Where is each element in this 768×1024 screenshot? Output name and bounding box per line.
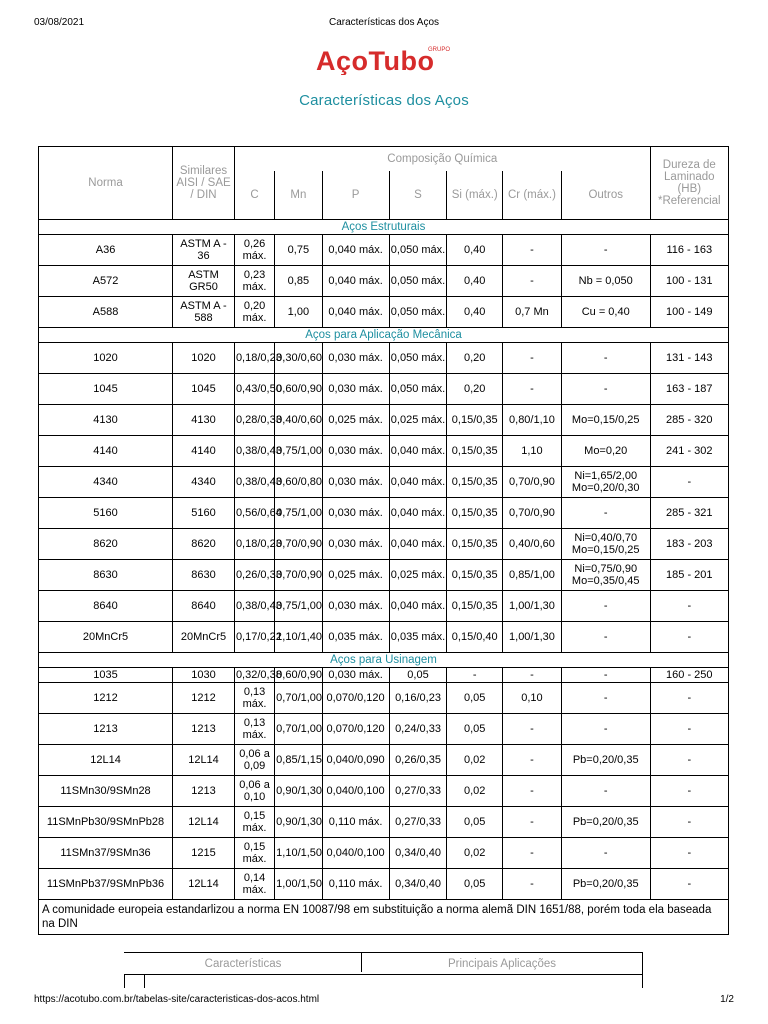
table-cell: 131 - 143 bbox=[650, 343, 728, 374]
table-cell: 1020 bbox=[39, 343, 173, 374]
table-cell: Ni=1,65/2,00 Mo=0,20/0,30 bbox=[561, 467, 650, 498]
table-row bbox=[39, 235, 729, 266]
section-header bbox=[39, 328, 729, 343]
table-cell: Pb=0,20/0,35 bbox=[561, 745, 650, 776]
table-cell: - bbox=[503, 374, 562, 405]
table-cell: 0,030 máx. bbox=[322, 591, 389, 622]
print-date: 03/08/2021 bbox=[34, 17, 85, 28]
table-cell: 0,40/0,60 bbox=[275, 405, 322, 436]
table-cell: 0,70/0,90 bbox=[275, 529, 322, 560]
table-cell: 116 - 163 bbox=[650, 235, 728, 266]
table-cell: 0,040 máx. bbox=[389, 591, 447, 622]
table-cell: 0,23 máx. bbox=[234, 266, 274, 297]
table-cell: 0,70/0,90 bbox=[503, 467, 562, 498]
table-cell: 0,110 máx. bbox=[322, 869, 389, 900]
table-cell: 0,38/0,43 bbox=[234, 591, 274, 622]
header-mn: Mn bbox=[275, 171, 322, 220]
table-cell: 0,110 máx. bbox=[322, 807, 389, 838]
table-cell: 0,70/1,00 bbox=[275, 714, 322, 745]
table-cell: - bbox=[650, 591, 728, 622]
table-cell: 0,38/0,43 bbox=[234, 436, 274, 467]
table-cell: 1020 bbox=[173, 343, 235, 374]
table-cell: 0,15/0,40 bbox=[447, 622, 503, 653]
table-cell: 0,040/0,090 bbox=[322, 745, 389, 776]
table-cell: 1045 bbox=[39, 374, 173, 405]
table-row bbox=[39, 405, 729, 436]
table-cell: 0,27/0,33 bbox=[389, 776, 447, 807]
table-cell: 0,20 bbox=[447, 374, 503, 405]
table-cell: 1,00 bbox=[275, 297, 322, 328]
table-cell: 0,27/0,33 bbox=[389, 807, 447, 838]
table-cell: 0,90/1,30 bbox=[275, 807, 322, 838]
table-row bbox=[39, 622, 729, 653]
table-cell: Pb=0,20/0,35 bbox=[561, 807, 650, 838]
table-cell: - bbox=[447, 668, 503, 683]
table-cell: 0,15/0,35 bbox=[447, 591, 503, 622]
table-cell: Pb=0,20/0,35 bbox=[561, 869, 650, 900]
table-cell: 1,00/1,30 bbox=[503, 622, 562, 653]
table-cell: 0,15 máx. bbox=[234, 807, 274, 838]
svg-text:AçoTubo: AçoTubo bbox=[316, 46, 435, 75]
table-cell: 4340 bbox=[39, 467, 173, 498]
table-cell: 12L14 bbox=[39, 745, 173, 776]
table-cell: 1212 bbox=[39, 683, 173, 714]
table-cell: Ni=0,75/0,90 Mo=0,35/0,45 bbox=[561, 560, 650, 591]
table-cell: ASTM A - 36 bbox=[173, 235, 235, 266]
table-cell: - bbox=[650, 776, 728, 807]
print-footer-url: https://acotubo.com.br/tabelas-site/caracteristicas-dos-acos.html bbox=[34, 994, 320, 1005]
table-cell: 1035 bbox=[39, 668, 173, 683]
table-cell: 12L14 bbox=[173, 869, 235, 900]
table-cell: 0,60/0,90 bbox=[275, 374, 322, 405]
table-cell: 0,040 máx. bbox=[322, 297, 389, 328]
table-cell: 0,030 máx. bbox=[322, 529, 389, 560]
applications-table bbox=[124, 952, 642, 988]
table-cell: 0,32/0,38 bbox=[235, 669, 282, 681]
table-cell: 0,06 a 0,09 bbox=[234, 745, 274, 776]
table-cell: - bbox=[561, 838, 650, 869]
table-cell: 0,26/0,35 bbox=[389, 745, 447, 776]
table-cell: 0,56/0,64 bbox=[234, 498, 274, 529]
table-cell: 0,05 bbox=[447, 714, 503, 745]
steel-table bbox=[38, 146, 729, 935]
table-cell: - bbox=[503, 714, 562, 745]
table-cell: 0,15/0,35 bbox=[447, 467, 503, 498]
table-cell: 0,43/0,50 bbox=[234, 374, 274, 405]
table-cell: 0,040 máx. bbox=[322, 266, 389, 297]
table-cell: 8620 bbox=[39, 529, 173, 560]
table-cell: 0,18/0,23 bbox=[234, 343, 274, 374]
table-cell: 4130 bbox=[39, 405, 173, 436]
table-cell: 0,16/0,23 bbox=[389, 683, 447, 714]
table-cell: 4340 bbox=[173, 467, 235, 498]
table-cell: 0,050 máx. bbox=[389, 266, 447, 297]
print-page-number: 1/2 bbox=[720, 994, 734, 1005]
table-cell: 0,85 bbox=[275, 266, 322, 297]
table-row bbox=[39, 266, 729, 297]
table-cell: 5160 bbox=[39, 498, 173, 529]
table-cell: 11SMn30/9SMn28 bbox=[39, 776, 173, 807]
table-cell: 0,34/0,40 bbox=[389, 838, 447, 869]
table-cell: 0,60/0,90 bbox=[276, 669, 323, 681]
table-cell: 0,15/0,35 bbox=[447, 405, 503, 436]
table-cell: 1,10/1,50 bbox=[275, 838, 322, 869]
table-row bbox=[39, 591, 729, 622]
table-cell: 1213 bbox=[173, 776, 235, 807]
table-cell: 0,05 bbox=[447, 683, 503, 714]
section-header bbox=[39, 653, 729, 668]
table-cell: 0,40/0,60 bbox=[503, 529, 562, 560]
table-cell: 5160 bbox=[173, 498, 235, 529]
table-cell: 0,20 bbox=[447, 343, 503, 374]
table-cell: 0,030 máx. bbox=[322, 343, 389, 374]
table-cell: A36 bbox=[39, 235, 173, 266]
table-row bbox=[39, 745, 729, 776]
table-cell: 0,24/0,33 bbox=[389, 714, 447, 745]
table-cell: 0,90/1,30 bbox=[275, 776, 322, 807]
table-cell: 0,40 bbox=[447, 235, 503, 266]
table-cell: 0,030 máx. bbox=[322, 374, 389, 405]
table-cell: - bbox=[503, 266, 562, 297]
table-cell: 0,26 máx. bbox=[234, 235, 274, 266]
table-row bbox=[39, 668, 729, 683]
table-cell: - bbox=[503, 838, 562, 869]
table-cell: 0,75 bbox=[275, 235, 322, 266]
header-outros: Outros bbox=[561, 171, 650, 220]
table-cell: - bbox=[503, 745, 562, 776]
table-cell: 1,00/1,30 bbox=[503, 591, 562, 622]
table-cell: Nb = 0,050 bbox=[561, 266, 650, 297]
table-cell: 0,02 bbox=[447, 838, 503, 869]
table-cell: 20MnCr5 bbox=[39, 622, 173, 653]
table-cell: 0,85/1,00 bbox=[503, 560, 562, 591]
table-cell: 20MnCr5 bbox=[173, 622, 235, 653]
table-cell: 8630 bbox=[173, 560, 235, 591]
table-cell: - bbox=[561, 374, 650, 405]
table-cell: - bbox=[650, 683, 728, 714]
table-cell: 0,050 máx. bbox=[389, 374, 447, 405]
section-title: Aços para Aplicação Mecânica bbox=[39, 328, 729, 343]
table-cell: - bbox=[561, 343, 650, 374]
table-cell: 0,60/0,80 bbox=[275, 467, 322, 498]
table-row bbox=[39, 498, 729, 529]
table-cell: 0,05 bbox=[389, 668, 447, 683]
table-cell: Cu = 0,40 bbox=[561, 297, 650, 328]
table-cell: 1215 bbox=[173, 838, 235, 869]
table-cell: 0,040 máx. bbox=[389, 498, 447, 529]
table-cell: 183 - 203 bbox=[650, 529, 728, 560]
table-cell: 0,15/0,35 bbox=[447, 498, 503, 529]
header-composicao: Composição Química bbox=[234, 147, 650, 172]
table-cell: 12L14 bbox=[173, 807, 235, 838]
table-cell: - bbox=[561, 683, 650, 714]
table-cell: 0,15/0,35 bbox=[447, 560, 503, 591]
table-row bbox=[39, 374, 729, 405]
table-cell: - bbox=[503, 343, 562, 374]
print-header-title: Características dos Aços bbox=[328, 17, 440, 28]
table-cell: 0,025 máx. bbox=[389, 405, 447, 436]
table-cell: - bbox=[650, 714, 728, 745]
table-cell: 0,05 bbox=[447, 807, 503, 838]
page-title: Características dos Aços bbox=[299, 92, 469, 109]
section-header bbox=[39, 220, 729, 235]
table-cell: - bbox=[561, 622, 650, 653]
header-p: P bbox=[322, 171, 389, 220]
table-row bbox=[39, 343, 729, 374]
table-cell: 163 - 187 bbox=[650, 374, 728, 405]
table-cell: 100 - 149 bbox=[650, 297, 728, 328]
table-cell: 0,15 máx. bbox=[234, 838, 274, 869]
table-cell: 0,030 máx. bbox=[322, 467, 389, 498]
table-cell: 1213 bbox=[173, 714, 235, 745]
acotubo-logo[interactable] bbox=[316, 43, 456, 75]
table-cell: 11SMn37/9SMn36 bbox=[39, 838, 173, 869]
table-cell: 0,75/1,00 bbox=[275, 436, 322, 467]
table-cell: 0,7 Mn bbox=[503, 297, 562, 328]
table-cell: 285 - 320 bbox=[650, 405, 728, 436]
table-row bbox=[39, 529, 729, 560]
table-cell: 0,40 bbox=[447, 297, 503, 328]
table-cell: 4140 bbox=[173, 436, 235, 467]
table-cell: 0,040/0,100 bbox=[322, 776, 389, 807]
table-row bbox=[39, 467, 729, 498]
svg-text:GRUPO: GRUPO bbox=[428, 47, 451, 53]
table-cell: 100 - 131 bbox=[650, 266, 728, 297]
table-cell: 0,05 bbox=[447, 869, 503, 900]
table-cell: 0,025 máx. bbox=[322, 560, 389, 591]
table-cell: - bbox=[561, 498, 650, 529]
table-cell: 0,30/0,60 bbox=[275, 343, 322, 374]
header-caracteristicas: Características bbox=[204, 958, 282, 970]
table-row bbox=[39, 869, 729, 900]
table-cell: 285 - 321 bbox=[650, 498, 728, 529]
table-cell: 0,10 bbox=[503, 683, 562, 714]
note-row bbox=[39, 900, 729, 935]
table-row bbox=[39, 297, 729, 328]
table-cell: 1,10 bbox=[503, 436, 562, 467]
table-cell: A588 bbox=[39, 297, 173, 328]
header-aplicacoes: Principais Aplicações bbox=[447, 958, 557, 970]
table-cell: 0,050 máx. bbox=[389, 343, 447, 374]
table-cell: - bbox=[561, 776, 650, 807]
table-cell: 0,025 máx. bbox=[322, 405, 389, 436]
table-row bbox=[39, 714, 729, 745]
table-cell: 0,02 bbox=[447, 745, 503, 776]
table-cell: 0,15/0,35 bbox=[447, 436, 503, 467]
table-cell: - bbox=[503, 668, 562, 683]
table-cell: 0,13 máx. bbox=[234, 714, 274, 745]
table-cell: 0,18/0,23 bbox=[234, 529, 274, 560]
table-cell: 241 - 302 bbox=[650, 436, 728, 467]
header-cr: Cr (máx.) bbox=[503, 171, 562, 220]
table-cell: 0,025 máx. bbox=[389, 560, 447, 591]
table-cell: 0,030 máx. bbox=[322, 436, 389, 467]
table-row bbox=[39, 807, 729, 838]
table-cell: - bbox=[503, 776, 562, 807]
table-cell: 0,035 máx. bbox=[389, 622, 447, 653]
table-cell: 4130 bbox=[173, 405, 235, 436]
table-cell: 12L14 bbox=[173, 745, 235, 776]
section-title: Aços para Usinagem bbox=[39, 653, 729, 668]
table-cell: 1,00/1,50 bbox=[275, 869, 322, 900]
table-cell: 0,050 máx. bbox=[389, 297, 447, 328]
header-si: Si (máx.) bbox=[447, 171, 503, 220]
table-cell: 0,040 máx. bbox=[322, 235, 389, 266]
table-cell: 0,75/1,00 bbox=[275, 591, 322, 622]
table-cell: - bbox=[561, 714, 650, 745]
table-cell: - bbox=[561, 591, 650, 622]
table-cell: 0,070/0,120 bbox=[322, 714, 389, 745]
table-cell: 0,14 máx. bbox=[234, 869, 274, 900]
table-cell: 0,06 a 0,10 bbox=[234, 776, 274, 807]
table-cell: 0,030 máx. bbox=[322, 668, 389, 683]
table-cell: 0,40 bbox=[447, 266, 503, 297]
table-cell: 8640 bbox=[173, 591, 235, 622]
table-cell: - bbox=[561, 235, 650, 266]
table-cell: 4140 bbox=[39, 436, 173, 467]
table-cell: 0,035 máx. bbox=[322, 622, 389, 653]
table-cell: A572 bbox=[39, 266, 173, 297]
table-cell: - bbox=[561, 668, 650, 683]
table-cell: 0,030 máx. bbox=[322, 498, 389, 529]
table-cell: - bbox=[650, 869, 728, 900]
table-cell: 0,050 máx. bbox=[389, 235, 447, 266]
table-cell: 11SMnPb30/9SMnPb28 bbox=[39, 807, 173, 838]
table-cell: 0,20 máx. bbox=[234, 297, 274, 328]
table-cell: 8640 bbox=[39, 591, 173, 622]
table-cell: 0,70/1,00 bbox=[275, 683, 322, 714]
table-cell: 1045 bbox=[173, 374, 235, 405]
table-cell: 8630 bbox=[39, 560, 173, 591]
table-cell: 0,02 bbox=[447, 776, 503, 807]
table-cell: ASTM A - 588 bbox=[173, 297, 235, 328]
table-cell: - bbox=[503, 807, 562, 838]
table-cell: 0,70/0,90 bbox=[503, 498, 562, 529]
footnote: A comunidade europeia estandarlizou a norma EN 10087/98 em substituição a norma alemã DIN 1651/88, porém toda ela baseada na DIN bbox=[39, 900, 729, 935]
table-cell: 0,38/0,43 bbox=[234, 467, 274, 498]
table-row bbox=[39, 776, 729, 807]
header-norma: Norma bbox=[39, 147, 173, 220]
table-cell: 0,85/1,15 bbox=[275, 745, 322, 776]
table-cell: - bbox=[650, 622, 728, 653]
table-cell: - bbox=[650, 807, 728, 838]
header-c: C bbox=[234, 171, 274, 220]
table-cell: 1,10/1,40 bbox=[275, 622, 322, 653]
table-cell: 0,34/0,40 bbox=[389, 869, 447, 900]
table-cell: - bbox=[650, 467, 728, 498]
table-cell: - bbox=[503, 869, 562, 900]
table-cell: 0,040 máx. bbox=[389, 467, 447, 498]
section-title: Aços Estruturais bbox=[39, 220, 729, 235]
table-cell: - bbox=[650, 838, 728, 869]
table-cell: 0,070/0,120 bbox=[322, 683, 389, 714]
table-cell: 185 - 201 bbox=[650, 560, 728, 591]
table-cell: 0,13 máx. bbox=[234, 683, 274, 714]
table-cell: 0,040/0,100 bbox=[322, 838, 389, 869]
table-cell: Ni=0,40/0,70 Mo=0,15/0,25 bbox=[561, 529, 650, 560]
table-cell: 0,75/1,00 bbox=[275, 498, 322, 529]
table-cell: 160 - 250 bbox=[650, 668, 728, 683]
table-row bbox=[39, 436, 729, 467]
table-cell: 11SMnPb37/9SMnPb36 bbox=[39, 869, 173, 900]
table-row bbox=[39, 838, 729, 869]
table-cell: 0,26/0,33 bbox=[234, 560, 274, 591]
table-cell: 0,70/0,90 bbox=[275, 560, 322, 591]
table-cell: 1212 bbox=[173, 683, 235, 714]
table-cell: 0,17/0,22 bbox=[234, 622, 274, 653]
table-row bbox=[39, 683, 729, 714]
table-cell: 0,80/1,10 bbox=[503, 405, 562, 436]
table-cell: Mo=0,15/0,25 bbox=[561, 405, 650, 436]
table-row bbox=[39, 560, 729, 591]
table-cell: 1030 bbox=[173, 668, 235, 683]
header-s: S bbox=[389, 171, 447, 220]
table-cell: 0,28/0,33 bbox=[234, 405, 274, 436]
header-dureza: Dureza de Laminado (HB) *Referencial bbox=[650, 147, 728, 220]
header-similares: Similares AISI / SAE / DIN bbox=[173, 147, 235, 220]
table-cell: 0,15/0,35 bbox=[447, 529, 503, 560]
table-cell: - bbox=[650, 745, 728, 776]
table-cell: 1213 bbox=[39, 714, 173, 745]
table-cell: 0,040 máx. bbox=[389, 529, 447, 560]
table-cell: - bbox=[503, 235, 562, 266]
table-cell: 0,040 máx. bbox=[389, 436, 447, 467]
table-cell: ASTM GR50 bbox=[173, 266, 235, 297]
table-cell: Mo=0,20 bbox=[561, 436, 650, 467]
table-cell: 8620 bbox=[173, 529, 235, 560]
